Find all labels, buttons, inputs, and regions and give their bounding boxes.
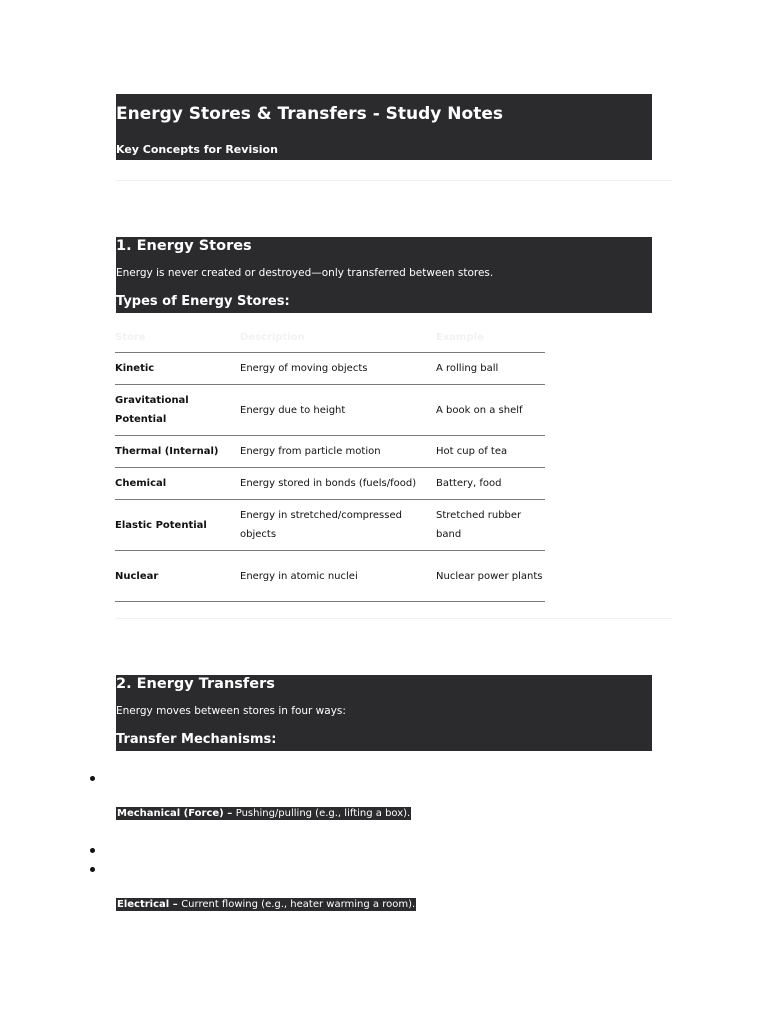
table-header-row — [115, 322, 545, 353]
store-name: Gravitational Potential — [115, 385, 240, 436]
store-name: Thermal (Internal) — [115, 436, 240, 468]
column-header-example: Example — [436, 322, 545, 353]
list-bullet — [90, 848, 95, 853]
mechanism-detail: Current flowing (e.g., heater warming a room). — [181, 899, 416, 910]
store-description: Energy of moving objects — [240, 353, 436, 385]
store-example: Battery, food — [436, 468, 545, 500]
mechanism-detail: Pushing/pulling (e.g., lifting a box). — [235, 808, 411, 819]
page-title: Energy Stores & Transfers - Study Notes — [116, 104, 503, 124]
store-description: Energy due to height — [240, 385, 436, 436]
section-intro: Energy is never created or destroyed—only transferred between stores. — [116, 267, 494, 279]
store-description: Energy in stretched/compressed objects — [240, 500, 436, 551]
section-subheading: Types of Energy Stores: — [116, 294, 290, 309]
section-subheading: Transfer Mechanisms: — [116, 732, 277, 747]
section-divider — [116, 180, 672, 181]
table-row — [115, 436, 545, 468]
mechanism-item — [116, 898, 416, 911]
store-name: Elastic Potential — [115, 500, 240, 551]
table-row — [115, 353, 545, 385]
store-example: A rolling ball — [436, 353, 545, 385]
energy-stores-table — [115, 322, 545, 602]
store-example: Nuclear power plants — [436, 551, 545, 602]
mechanism-name: Electrical — [117, 899, 170, 910]
table-row — [115, 551, 545, 602]
table-row — [115, 385, 545, 436]
section-intro: Energy moves between stores in four ways: — [116, 705, 346, 717]
mechanism-name: Mechanical (Force) — [117, 808, 224, 819]
section-energy-stores — [116, 237, 652, 313]
column-header-store: Store — [115, 322, 240, 353]
section-heading: 2. Energy Transfers — [116, 676, 275, 692]
list-bullet — [90, 867, 95, 872]
mechanism-separator: – — [223, 808, 236, 819]
table-row — [115, 500, 545, 551]
list-bullet — [90, 776, 95, 781]
store-description: Energy stored in bonds (fuels/food) — [240, 468, 436, 500]
store-description: Energy in atomic nuclei — [240, 551, 436, 602]
mechanism-item — [116, 807, 411, 820]
store-description: Energy from particle motion — [240, 436, 436, 468]
document-header — [116, 94, 652, 160]
store-name: Kinetic — [115, 353, 240, 385]
section-divider — [116, 618, 672, 619]
store-example: Hot cup of tea — [436, 436, 545, 468]
table-row — [115, 468, 545, 500]
mechanism-separator: – — [169, 899, 182, 910]
store-name: Chemical — [115, 468, 240, 500]
store-name: Nuclear — [115, 551, 240, 602]
section-heading: 1. Energy Stores — [116, 238, 252, 254]
section-energy-transfers — [116, 675, 652, 751]
column-header-description: Description — [240, 322, 436, 353]
store-example: Stretched rubber band — [436, 500, 545, 551]
store-example: A book on a shelf — [436, 385, 545, 436]
page-subtitle: Key Concepts for Revision — [116, 143, 278, 156]
